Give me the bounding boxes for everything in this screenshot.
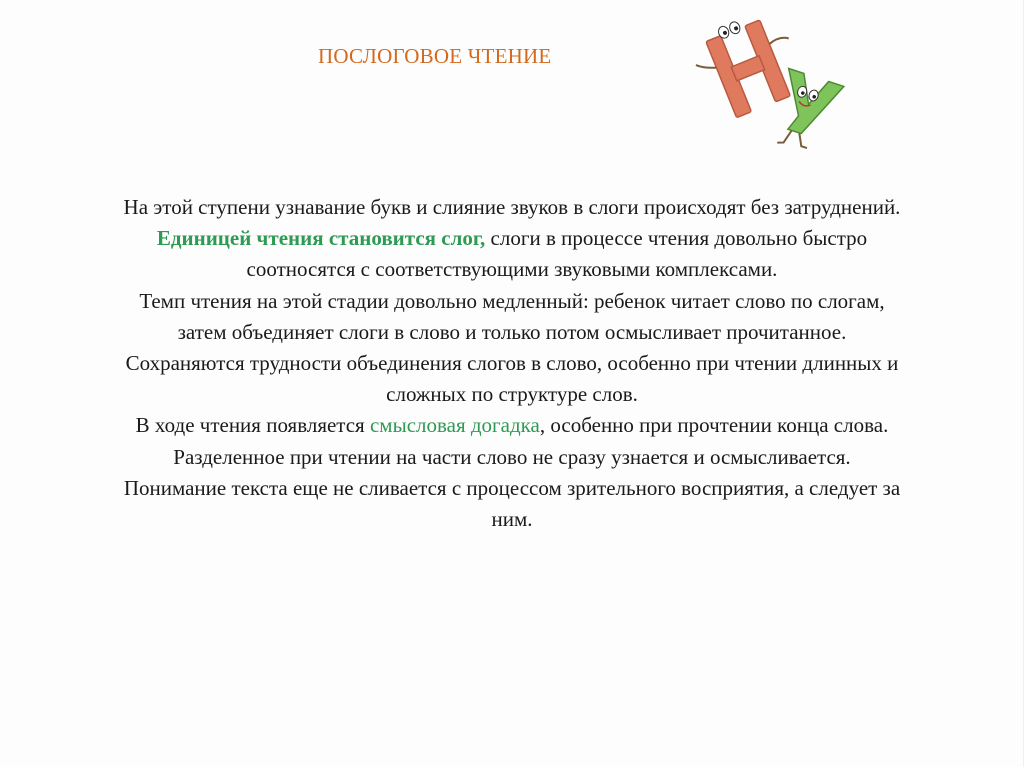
- body-text: [120, 192, 904, 535]
- highlight-semantic-guess: смысловая догадка: [369, 413, 540, 438]
- paragraph-2-text: слоги в процессе чтения довольно быстро соотносятся с соответствующими звуковыми комплексами.: [246, 226, 868, 282]
- paragraph-1: На этой ступени узнавание букв и слияние звуков в слоги происходят без затруднений.: [123, 195, 901, 219]
- paragraph-3: Темп чтения на этой стадии довольно медленный: ребенок читает слово по слогам, затем объединяет слоги в слово и только потом осмысливает прочитанное.: [139, 288, 885, 344]
- paragraph-4: Сохраняются трудности объединения слогов в слово, особенно при чтении длинных и сложных по структуре слов.: [125, 351, 899, 407]
- paragraph-5-start: В ходе чтения появляется: [135, 413, 370, 438]
- slide-title: ПОСЛОГОВОЕ ЧТЕНИЕ: [318, 44, 552, 68]
- paragraph-5-text: , особенно при прочтении конца слова. Разделенное при чтении на части слово не сразу узнается и осмысливается. Понимание текста еще не сливается с процессом зрительного восприятия, а следует за ним.: [123, 413, 901, 532]
- paragraph-2: [120, 223, 904, 285]
- highlight-syllable-unit: Единицей чтения становится слог,: [156, 226, 486, 251]
- paragraph-5: [120, 410, 904, 535]
- cartoon-letters-n-u-icon: [692, 6, 852, 156]
